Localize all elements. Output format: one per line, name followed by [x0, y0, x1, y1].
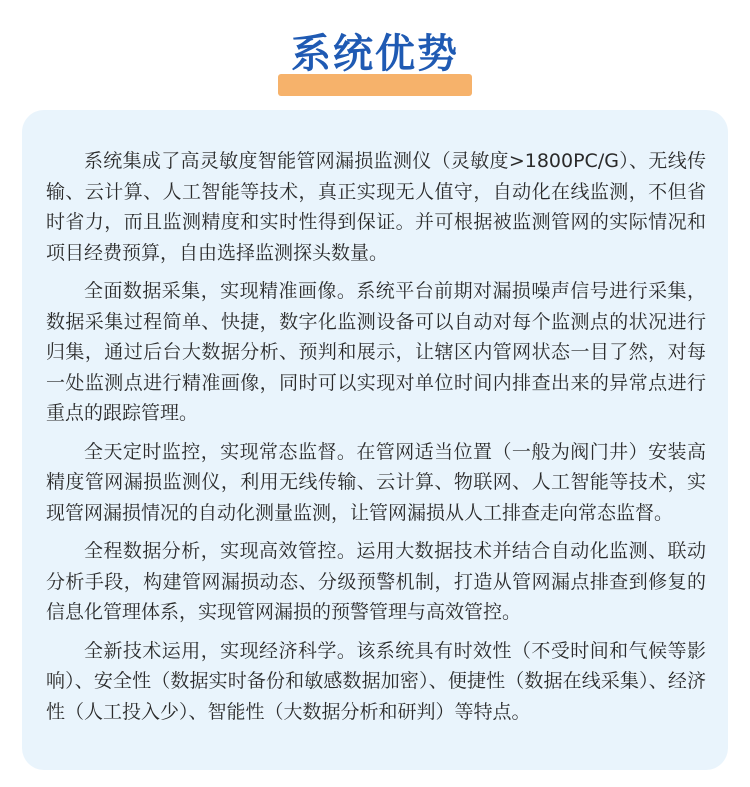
paragraph-analysis: 全程数据分析，实现高效管控。运用大数据技术并结合自动化监测、联动分析手段，构建管网漏损动态、分级预警机制，打造从管网漏点排查到修复的信息化管理体系，实现管网漏损的预警管理与高效管控。: [46, 540, 706, 623]
title-area: [0, 24, 750, 84]
paragraph-intro: 系统集成了高灵敏度智能管网漏损监测仪（灵敏度>1800PC/G）、无线传输、云计算、人工智能等技术，真正实现无人值守，自动化在线监测，不但省时省力，而且监测精度和实时性得到保证。并可根据被监测管网的实际情况和项目经费预算，自由选择监测探头数量。: [46, 150, 706, 264]
paragraph-monitoring: 全天定时监控，实现常态监督。在管网适当位置（一般为阀门井）安装高精度管网漏损监测仪，利用无线传输、云计算、物联网、人工智能等技术，实现管网漏损情况的自动化测量监测，让管网漏损从人工排查走向常态监督。: [46, 440, 706, 524]
content-panel: [22, 110, 728, 770]
content-body: [46, 146, 706, 735]
page-title: 系统优势: [291, 31, 459, 77]
paragraph-data-collection: 全面数据采集，实现精准画像。系统平台前期对漏损噪声信号进行采集，数据采集过程简单、快捷，数字化监测设备可以自动对每个监测点的状况进行归集，通过后台大数据分析、预判和展示，让辖区内管网状态一目了然，对每一处监测点进行精准画像，同时可以实现对单位时间内排查出来的异常点进行重点的跟踪管理。: [46, 280, 706, 424]
paragraph-technology: 全新技术运用，实现经济科学。该系统具有时效性（不受时间和气候等影响）、安全性（数据实时备份和敏感数据加密）、便捷性（数据在线采集）、经济性（人工投入少）、智能性（大数据分析和研判）等特点。: [46, 639, 706, 723]
